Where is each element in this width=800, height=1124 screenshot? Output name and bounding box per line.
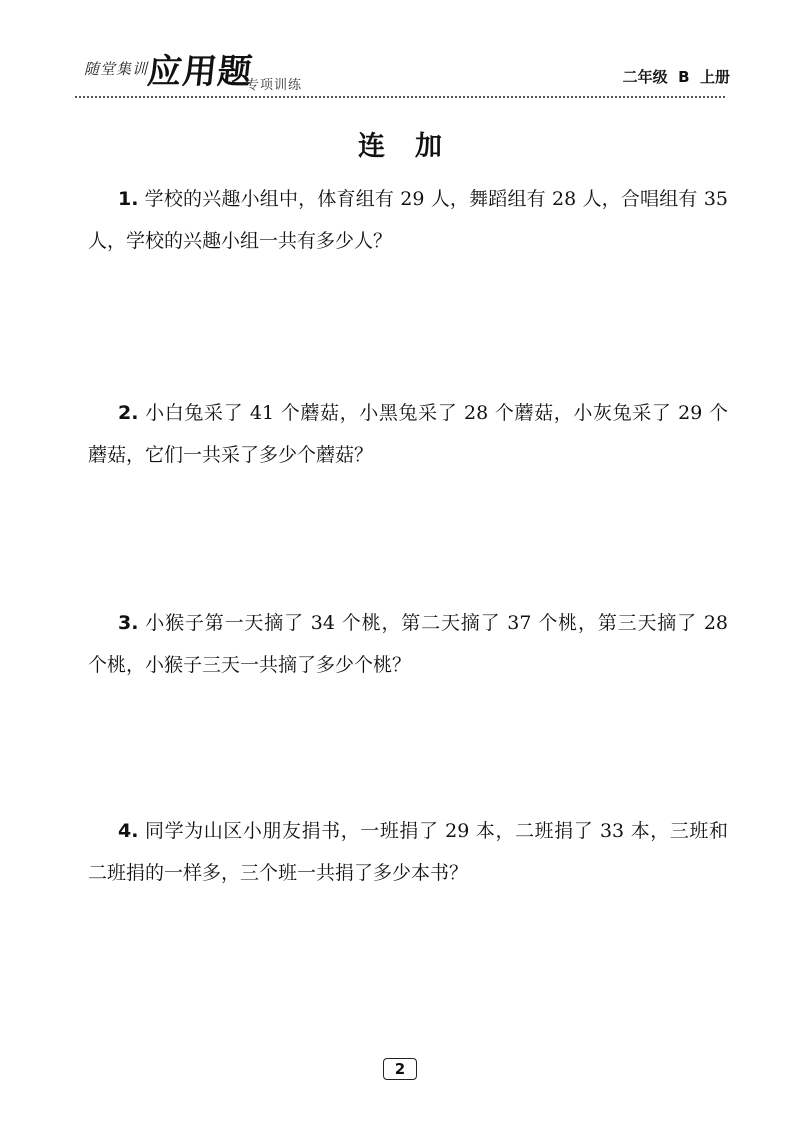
question-4 [88,810,728,894]
page-header [0,0,800,100]
question-3 [88,602,728,686]
question-2 [88,392,728,476]
question-text: 同学为山区小朋友捐书，一班捐了 29 本，二班捐了 33 本，三班和二班捐的一样多，三个班一共捐了多少本书？ [88,820,728,884]
header-divider [75,96,725,98]
question-number: 3. [118,612,139,634]
page-number: 2 [383,1058,417,1080]
page-title: 连加 [358,131,472,162]
series-logo [84,44,344,96]
question-text: 小白兔采了 41 个蘑菇，小黑兔采了 28 个蘑菇，小灰兔采了 29 个蘑菇，它们一共采了多少个蘑菇？ [88,402,728,466]
question-number: 1. [118,188,139,210]
logo-prefix: 随堂集训 [84,60,149,78]
logo-main-title: 应用题 [145,52,255,92]
question-text: 小猴子第一天摘了 34 个桃，第二天摘了 37 个桃，第三天摘了 28 个桃，小猴子三天一共摘了多少个桃？ [88,612,728,676]
logo-subtitle: 专项训练 [246,78,303,93]
question-text: 学校的兴趣小组中，体育组有 29 人，舞蹈组有 28 人，合唱组有 35 人，学校的兴趣小组一共有多少人？ [88,188,728,252]
grade-label: 二年级 B 上册 [622,68,730,86]
question-number: 4. [118,820,139,842]
question-1 [88,178,728,262]
question-number: 2. [118,402,139,424]
